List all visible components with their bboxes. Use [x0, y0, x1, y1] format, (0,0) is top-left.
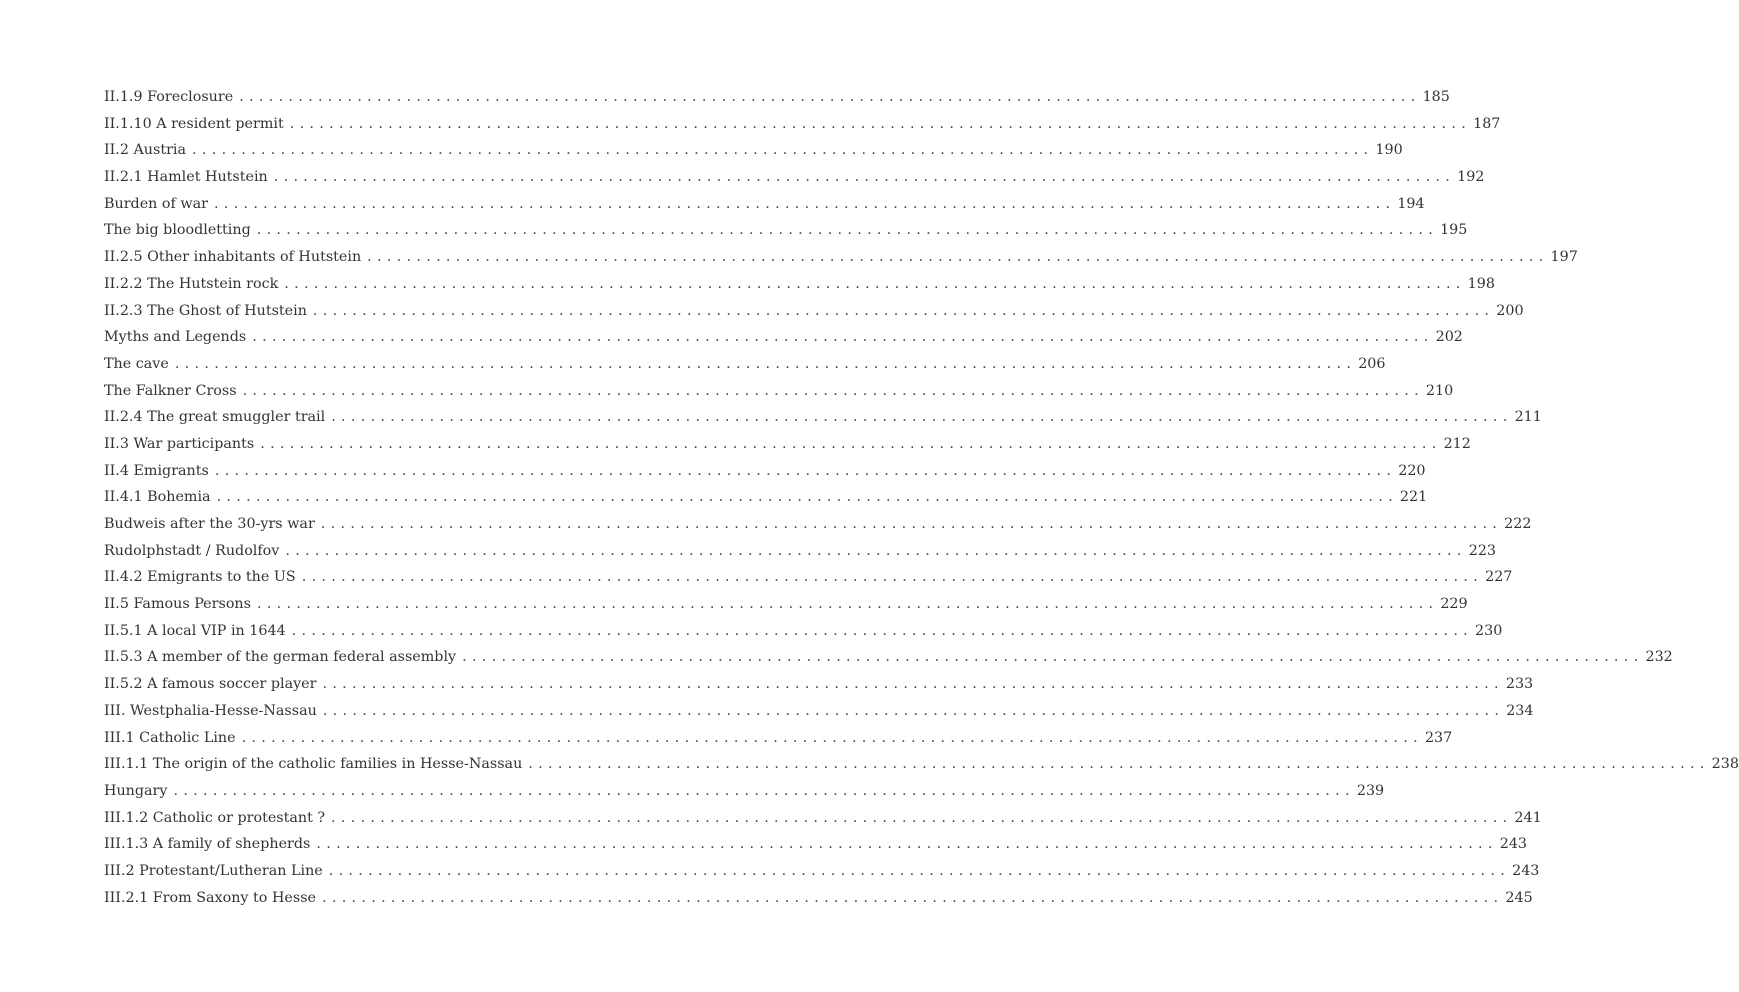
- toc-entry-title: The big bloodletting: [104, 222, 251, 239]
- toc-entry-page: 233: [1505, 676, 1534, 693]
- dot-leader: ........................................................................................................................: [216, 489, 1398, 506]
- toc-entry-title: II.4.2 Emigrants to the US: [104, 569, 296, 586]
- toc-entry[interactable]: [104, 191, 1425, 218]
- toc-entry-page: 241: [1514, 809, 1542, 826]
- toc-entry-page: 210: [1425, 382, 1454, 399]
- dot-leader: ........................................................................................................................: [331, 809, 1513, 826]
- toc-entry-title: II.5.3 A member of the german federal assembly: [104, 649, 457, 666]
- toc-entry-title: III.2 Protestant/Lutheran Line: [104, 862, 323, 879]
- toc-entry-title: II.2.4 The great smuggler trail: [104, 409, 326, 426]
- toc-entry[interactable]: [104, 484, 1428, 511]
- toc-entry[interactable]: [104, 431, 1471, 458]
- dot-leader: ........................................................................................................................: [528, 756, 1710, 773]
- dot-leader: ........................................................................................................................: [256, 222, 1439, 239]
- dot-leader: ........................................................................................................................: [174, 355, 1357, 372]
- toc-entry-title: III.1 Catholic Line: [104, 729, 236, 746]
- dot-leader: ........................................................................................................................: [331, 409, 1513, 426]
- dot-leader: ........................................................................................................................: [367, 249, 1549, 266]
- dot-leader: ........................................................................................................................: [328, 862, 1511, 879]
- toc-entry[interactable]: [104, 244, 1578, 271]
- toc-entry-page: 185: [1422, 89, 1450, 105]
- toc-entry-page: 197: [1550, 249, 1578, 266]
- toc-entry[interactable]: [104, 164, 1485, 191]
- toc-entry-page: 190: [1375, 142, 1403, 159]
- dot-leader: ........................................................................................................................: [284, 275, 1466, 292]
- toc-entry[interactable]: [104, 618, 1503, 645]
- toc-entry[interactable]: [104, 591, 1468, 618]
- toc-entry-title: II.2.3 The Ghost of Hutstein: [104, 302, 307, 319]
- toc-entry[interactable]: [104, 858, 1540, 885]
- dot-leader: ........................................................................................................................: [316, 836, 1498, 853]
- toc-entry[interactable]: [104, 84, 1450, 111]
- toc-entry-title: The cave: [104, 355, 169, 372]
- toc-entry-page: 227: [1485, 569, 1513, 586]
- toc-entry-page: 195: [1440, 222, 1468, 239]
- toc-entry-page: 232: [1645, 649, 1673, 666]
- toc-entry[interactable]: [104, 831, 1528, 858]
- toc-entry-page: 206: [1358, 355, 1386, 372]
- toc-entry[interactable]: [104, 698, 1534, 725]
- toc-entry-title: II.2.2 The Hutstein rock: [104, 275, 279, 292]
- toc-entry[interactable]: [104, 458, 1426, 485]
- toc-entry-page: 243: [1512, 862, 1540, 879]
- toc-entry-page: 237: [1424, 729, 1453, 746]
- toc-entry-page: 239: [1356, 782, 1385, 799]
- toc-entry[interactable]: [104, 644, 1673, 671]
- toc-entry-title: III.1.1 The origin of the catholic families in Hesse-Nassau: [104, 756, 523, 773]
- toc-entry-title: III.1.3 A family of shepherds: [104, 836, 311, 853]
- dot-leader: ........................................................................................................................: [173, 782, 1355, 799]
- toc-entry-title: II.4.1 Bohemia: [104, 489, 211, 506]
- toc-entry-title: Hungary: [104, 782, 168, 799]
- toc-entry-page: 198: [1467, 275, 1495, 292]
- toc-entry-title: II.4 Emigrants: [104, 462, 209, 479]
- toc-entry[interactable]: [104, 137, 1403, 164]
- toc-entry-title: II.2.1 Hamlet Hutstein: [104, 169, 268, 186]
- dot-leader: ........................................................................................................................: [320, 516, 1503, 532]
- dot-leader: ........................................................................................................................: [213, 195, 1396, 212]
- toc-entry[interactable]: [104, 404, 1542, 431]
- toc-entry[interactable]: [104, 778, 1385, 805]
- toc-entry[interactable]: [104, 298, 1524, 325]
- toc-entry-title: II.1.10 A resident permit: [104, 115, 284, 132]
- dot-leader: ........................................................................................................................: [256, 596, 1439, 613]
- dot-leader: ........................................................................................................................: [252, 329, 1434, 346]
- dot-leader: ........................................................................................................................: [239, 89, 1421, 105]
- toc-entry-page: 245: [1505, 889, 1533, 906]
- dot-leader: ........................................................................................................................: [291, 622, 1474, 639]
- toc-entry[interactable]: [104, 271, 1495, 298]
- toc-entry-page: 243: [1499, 836, 1528, 853]
- dot-leader: ........................................................................................................................: [192, 142, 1374, 159]
- dot-leader: ........................................................................................................................: [242, 382, 1424, 399]
- dot-leader: ........................................................................................................................: [322, 676, 1504, 693]
- toc-entry-page: 230: [1475, 622, 1503, 639]
- toc-entry[interactable]: [104, 885, 1533, 912]
- dot-leader: ........................................................................................................................: [214, 462, 1397, 479]
- toc-entry-title: Rudolphstadt / Rudolfov: [104, 542, 280, 559]
- toc-entry-title: II.5 Famous Persons: [104, 596, 251, 613]
- toc-entry[interactable]: [104, 111, 1501, 138]
- toc-entry-page: 220: [1398, 462, 1426, 479]
- dot-leader: ........................................................................................................................: [301, 569, 1484, 586]
- toc-entry-title: II.1.9 Foreclosure: [104, 89, 234, 105]
- toc-entry-page: 234: [1506, 702, 1534, 719]
- dot-leader: ........................................................................................................................: [312, 302, 1495, 319]
- dot-leader: ........................................................................................................................: [289, 115, 1472, 132]
- toc-entry-page: 222: [1504, 516, 1532, 532]
- toc-entry-page: 212: [1443, 435, 1471, 452]
- toc-entry-title: Burden of war: [104, 195, 208, 212]
- toc-entry-page: 192: [1457, 169, 1485, 186]
- toc-entry-page: 211: [1514, 409, 1542, 426]
- dot-leader: ........................................................................................................................: [322, 702, 1505, 719]
- toc-entry-title: II.3 War participants: [104, 435, 255, 452]
- toc-entry[interactable]: [104, 671, 1534, 698]
- dot-leader: ........................................................................................................................: [260, 435, 1442, 452]
- toc-entry-page: 223: [1468, 542, 1497, 559]
- toc-entry-title: Budweis after the 30-yrs war: [104, 516, 315, 532]
- toc-entry[interactable]: [104, 751, 1739, 778]
- toc-entry[interactable]: [104, 805, 1542, 832]
- toc-entry-title: Myths and Legends: [104, 329, 247, 346]
- toc-entry-page: 238: [1711, 756, 1739, 773]
- dot-leader: ........................................................................................................................: [462, 649, 1644, 666]
- toc-entry-title: II.5.2 A famous soccer player: [104, 676, 317, 693]
- toc-entry-page: 202: [1435, 329, 1463, 346]
- toc-entry[interactable]: [104, 725, 1453, 752]
- toc-entry-title: III.2.1 From Saxony to Hesse: [104, 889, 317, 906]
- dot-leader: ........................................................................................................................: [241, 729, 1423, 746]
- toc-entry[interactable]: [104, 324, 1463, 351]
- toc-entry[interactable]: [104, 538, 1497, 565]
- toc-entry-page: 221: [1399, 489, 1428, 506]
- table-of-contents: [104, 84, 1739, 911]
- toc-entry-title: II.5.1 A local VIP in 1644: [104, 622, 286, 639]
- toc-entry-page: 200: [1496, 302, 1524, 319]
- toc-entry-title: III. Westphalia-Hesse-Nassau: [104, 702, 317, 719]
- dot-leader: ........................................................................................................................: [273, 169, 1456, 186]
- dot-leader: ........................................................................................................................: [285, 542, 1467, 559]
- toc-entry-title: The Falkner Cross: [104, 382, 237, 399]
- toc-entry[interactable]: [104, 351, 1386, 378]
- toc-entry-title: II.2 Austria: [104, 142, 187, 159]
- toc-entry-title: II.2.5 Other inhabitants of Hutstein: [104, 249, 362, 266]
- toc-entry[interactable]: [104, 217, 1468, 244]
- toc-entry[interactable]: [104, 511, 1532, 538]
- dot-leader: ........................................................................................................................: [322, 889, 1504, 906]
- toc-entry-page: 187: [1473, 115, 1501, 132]
- toc-entry-title: III.1.2 Catholic or protestant ?: [104, 809, 326, 826]
- toc-entry[interactable]: [104, 378, 1454, 405]
- toc-entry-page: 194: [1397, 195, 1425, 212]
- toc-entry[interactable]: [104, 564, 1513, 591]
- toc-entry-page: 229: [1440, 596, 1468, 613]
